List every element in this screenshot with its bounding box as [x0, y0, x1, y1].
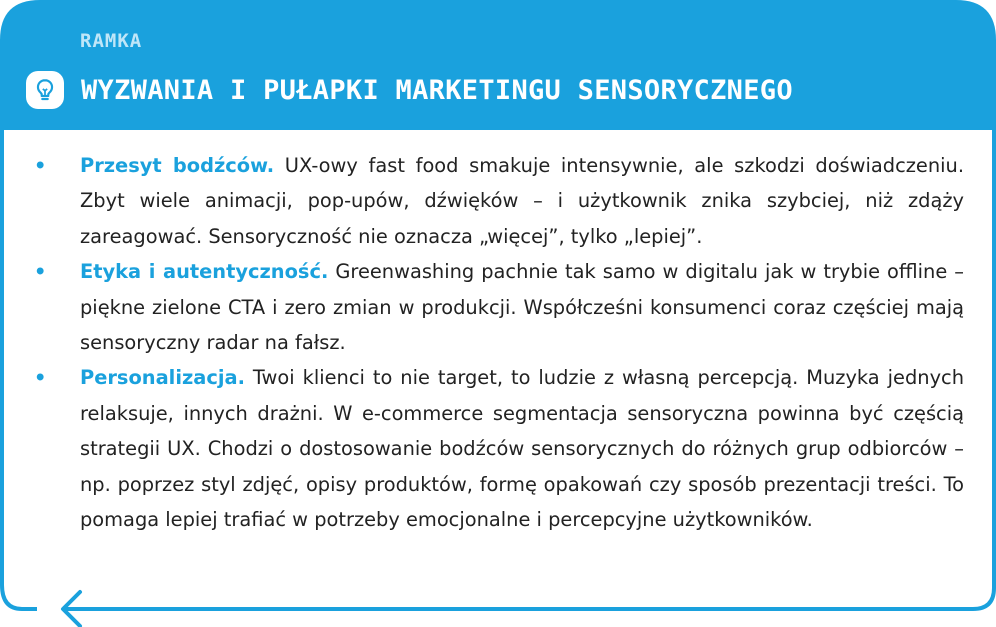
- box-category-label: RAMKA: [80, 30, 143, 52]
- bullet-icon: •: [34, 154, 47, 177]
- list-item-lead: Personalizacja.: [80, 366, 245, 390]
- bullet-icon: •: [34, 260, 47, 284]
- bullet-icon: •: [34, 366, 47, 390]
- list-item-text: Greenwashing pachnie tak samo w digitalu jak w trybie offline – piękne zielone CTA i zero zmian w produkcji. Współcześni konsumenci coraz częściej mają sensoryczny radar na fałsz.: [80, 260, 964, 355]
- arrow-left-icon: [63, 592, 970, 626]
- header-background: [0, 0, 996, 130]
- list-item: [32, 254, 964, 360]
- bullet-list: [32, 148, 964, 537]
- frame-right-border: [970, 128, 994, 609]
- list-item-lead: Etyka i autentyczność.: [80, 260, 329, 284]
- box-title: WYZWANIA I PUŁAPKI MARKETINGU SENSORYCZNEGO: [81, 74, 793, 106]
- list-item-text: UX-owy fast food smakuje intensywnie, ale szkodzi doświadczeniu. Zbyt wiele animacji, pop-upów, dźwięków – i użytkownik znika szybciej, niż zdąży zareagować. Sensoryczność nie oznacza „więcej”, tylko „lepiej”.: [80, 154, 964, 248]
- frame-bottom-left-corner: [2, 585, 37, 609]
- list-item: [32, 360, 964, 537]
- list-item-lead: Przesyt bodźców.: [80, 154, 275, 177]
- box-title-row: [26, 70, 793, 110]
- list-item-text: Twoi klienci to nie target, to ludzie z własną percepcją. Muzyka jednych relaksuje, innych drażni. W e-commerce segmentacja sensoryczna powinna być częścią strategii UX. Chodzi o dostosowanie bodźców sensorycznych do różnych grup odbiorców – np. poprzez styl zdjęć, opisy produktów, formę opakowań czy sposób prezentacji treści. To pomaga lepiej trafiać w potrzeby emocjonalne i percepcyjne użytkowników.: [80, 366, 964, 532]
- list-item: [32, 148, 964, 254]
- lightbulb-icon: [26, 71, 64, 109]
